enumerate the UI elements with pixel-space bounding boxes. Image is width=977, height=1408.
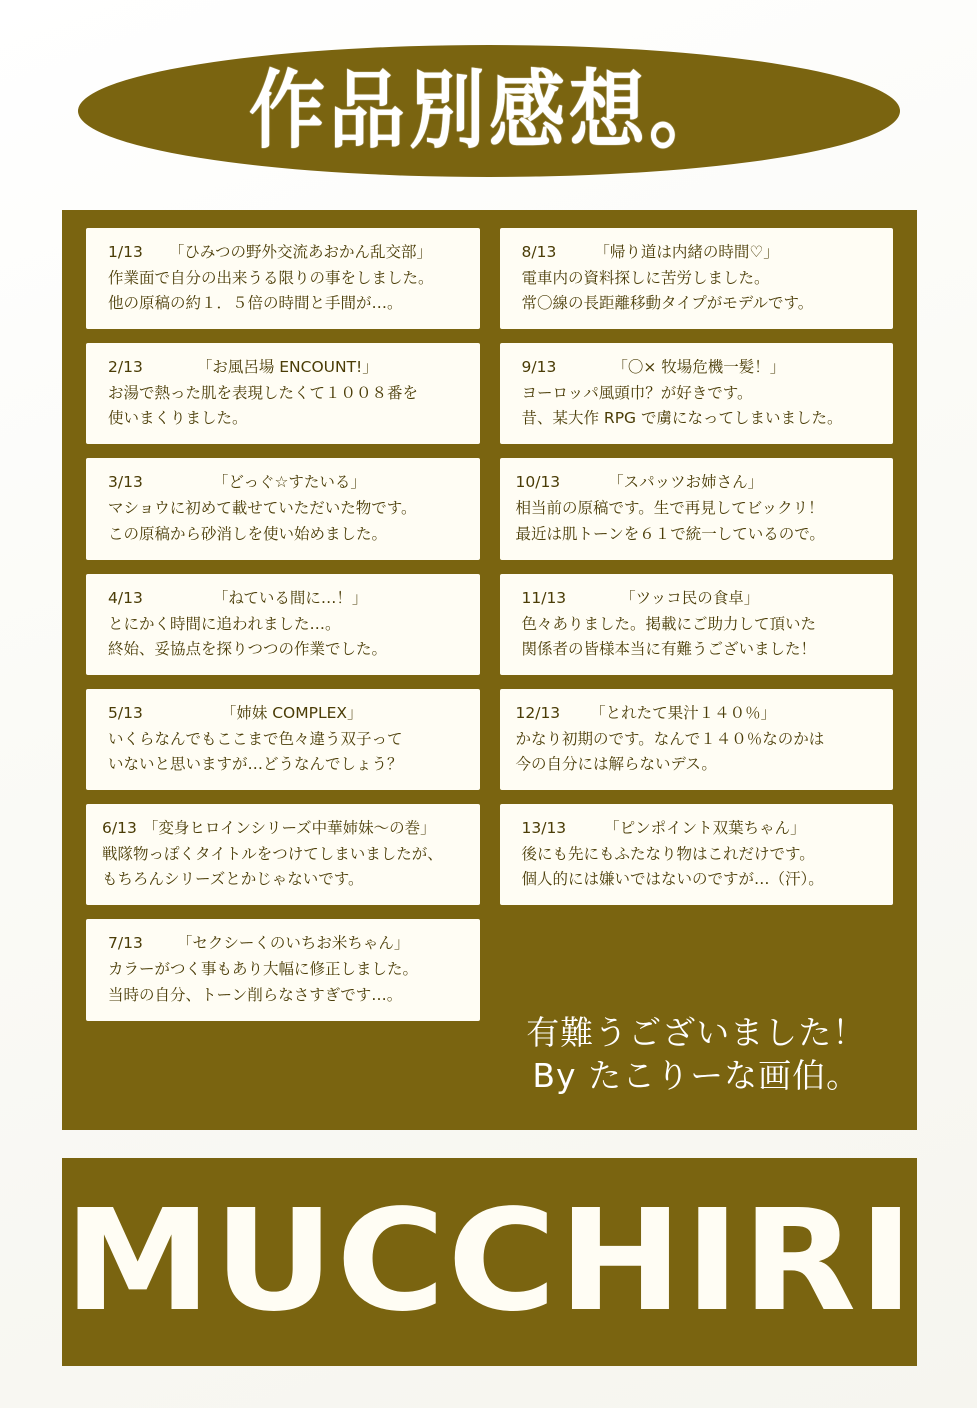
list-item	[86, 919, 480, 1020]
note-line: 使いまくりました。	[108, 409, 248, 428]
note-title: 「〇× 牧場危機一髪！」	[612, 358, 786, 377]
note-title: 「姉妹 COMPLEX」	[220, 703, 363, 722]
note-number: 11/13	[521, 588, 567, 607]
list-item	[500, 804, 894, 905]
list-item	[500, 689, 894, 790]
note-line: 他の原稿の約１．５倍の時間と手間が…。	[108, 294, 403, 313]
note-header	[516, 355, 878, 379]
note-header	[102, 240, 464, 264]
note-line: 終始、妥協点を探りつつの作業でした。	[108, 639, 388, 658]
note-line: 個人的には嫌いではないのですが…（汗）。	[521, 870, 824, 889]
list-item	[500, 458, 894, 559]
note-line: お湯で熱った肌を表現したくて１００８番を	[108, 384, 419, 403]
thanks-line-1: 有難うございました！	[526, 1012, 867, 1052]
note-line: かなり初期のです。なんで１４０％なのかは	[515, 729, 825, 748]
logo-band	[62, 1158, 917, 1366]
note-line: マショウに初めて載せていただいた物です。	[108, 499, 417, 518]
note-header	[102, 701, 464, 725]
note-line: もちろんシリーズとかじゃないです。	[102, 870, 364, 889]
note-header	[102, 355, 464, 379]
list-item	[86, 228, 480, 329]
note-line: 色々ありました。掲載にご助力して頂いた	[521, 614, 817, 633]
note-number: 4/13	[108, 588, 143, 607]
list-item	[86, 689, 480, 790]
note-line: 常〇線の長距離移動タイプがモデルです。	[521, 294, 814, 313]
note-number: 6/13	[102, 819, 137, 838]
note-line: 最近は肌トーンを６１で統一しているので。	[515, 524, 825, 543]
comments-columns	[62, 210, 917, 1130]
note-header	[516, 240, 878, 264]
note-number: 5/13	[108, 703, 143, 722]
list-item	[86, 804, 480, 905]
note-line: とにかく時間に追われました…。	[108, 614, 341, 633]
note-line: この原稿から砂消しを使い始めました。	[108, 524, 388, 543]
note-header	[102, 931, 464, 955]
note-title: 「ツッコ民の食卓」	[620, 588, 760, 607]
note-title: 「変身ヒロインシリーズ中華姉妹～の巻」	[142, 819, 436, 838]
note-header	[102, 816, 464, 840]
note-line: ヨーロッパ風頭巾？が好きです。	[521, 384, 753, 403]
note-header	[516, 816, 878, 840]
list-item	[86, 458, 480, 559]
note-line: いないと思いますが…どうなんでしょう？	[108, 755, 403, 774]
list-item	[86, 574, 480, 675]
note-title: 「お風呂場 ENCOUNT!」	[196, 358, 378, 377]
note-line: 今の自分には解らないデス。	[515, 755, 717, 774]
right-column	[490, 228, 904, 1116]
list-item	[86, 343, 480, 444]
note-line: いくらなんでもここまで色々違う双子って	[108, 729, 403, 748]
note-header	[516, 470, 878, 494]
title-banner	[78, 45, 900, 177]
note-line: 後にも先にもふたなり物はこれだけです。	[521, 845, 815, 864]
note-line: 作業面で自分の出来うる限りの事をしました。	[108, 269, 434, 288]
note-line: 当時の自分、トーン削らなさすぎです…。	[108, 985, 403, 1004]
circle-logo: MUCCHIRI	[63, 1180, 916, 1343]
thanks-line-2: By たこりーな画伯。	[532, 1056, 861, 1096]
note-header	[516, 586, 878, 610]
note-number: 8/13	[521, 243, 557, 261]
note-header	[102, 470, 464, 494]
note-line: 関係者の皆様本当に有難うございました！	[521, 639, 817, 658]
note-line: 戦隊物っぽくタイトルをつけてしまいましたが、	[102, 845, 443, 864]
list-item	[500, 343, 894, 444]
note-title: 「帰り道は内緒の時間♡」	[594, 243, 779, 261]
note-title: 「セクシーくのいちお米ちゃん」	[176, 934, 410, 953]
thanks-block	[500, 985, 894, 1116]
note-number: 10/13	[515, 473, 561, 492]
comments-panel	[62, 210, 917, 1130]
note-header	[102, 586, 464, 610]
note-title: 「ねている間に…！」	[212, 588, 368, 607]
note-line: 電車内の資料探しに苦労しました。	[521, 269, 770, 288]
note-number: 1/13	[108, 243, 143, 261]
note-number: 12/13	[515, 703, 561, 722]
note-number: 9/13	[521, 358, 557, 377]
note-header	[516, 701, 878, 725]
note-line: カラーがつく事もあり大幅に修正しました。	[108, 960, 419, 979]
note-number: 7/13	[108, 934, 143, 953]
note-line: 昔、某大作 RPG で虜になってしまいました。	[521, 409, 843, 428]
note-title: 「スパッツお姉さん」	[608, 473, 764, 492]
note-line: 相当前の原稿です。生で再見してビックリ！	[515, 499, 824, 518]
note-number: 2/13	[108, 358, 143, 377]
note-title: 「ひみつの野外交流あおかん乱交部」	[168, 243, 433, 261]
note-title: 「とれたて果汁１４０％」	[590, 703, 777, 722]
left-column	[76, 228, 490, 1116]
list-item	[500, 574, 894, 675]
page-title: 作品別感想。	[249, 60, 729, 161]
note-number: 3/13	[108, 473, 143, 492]
note-title: 「どっぐ☆すたいる」	[212, 473, 366, 492]
note-title: 「ピンポイント双葉ちゃん」	[604, 819, 806, 838]
note-number: 13/13	[521, 819, 567, 838]
list-item	[500, 228, 894, 329]
